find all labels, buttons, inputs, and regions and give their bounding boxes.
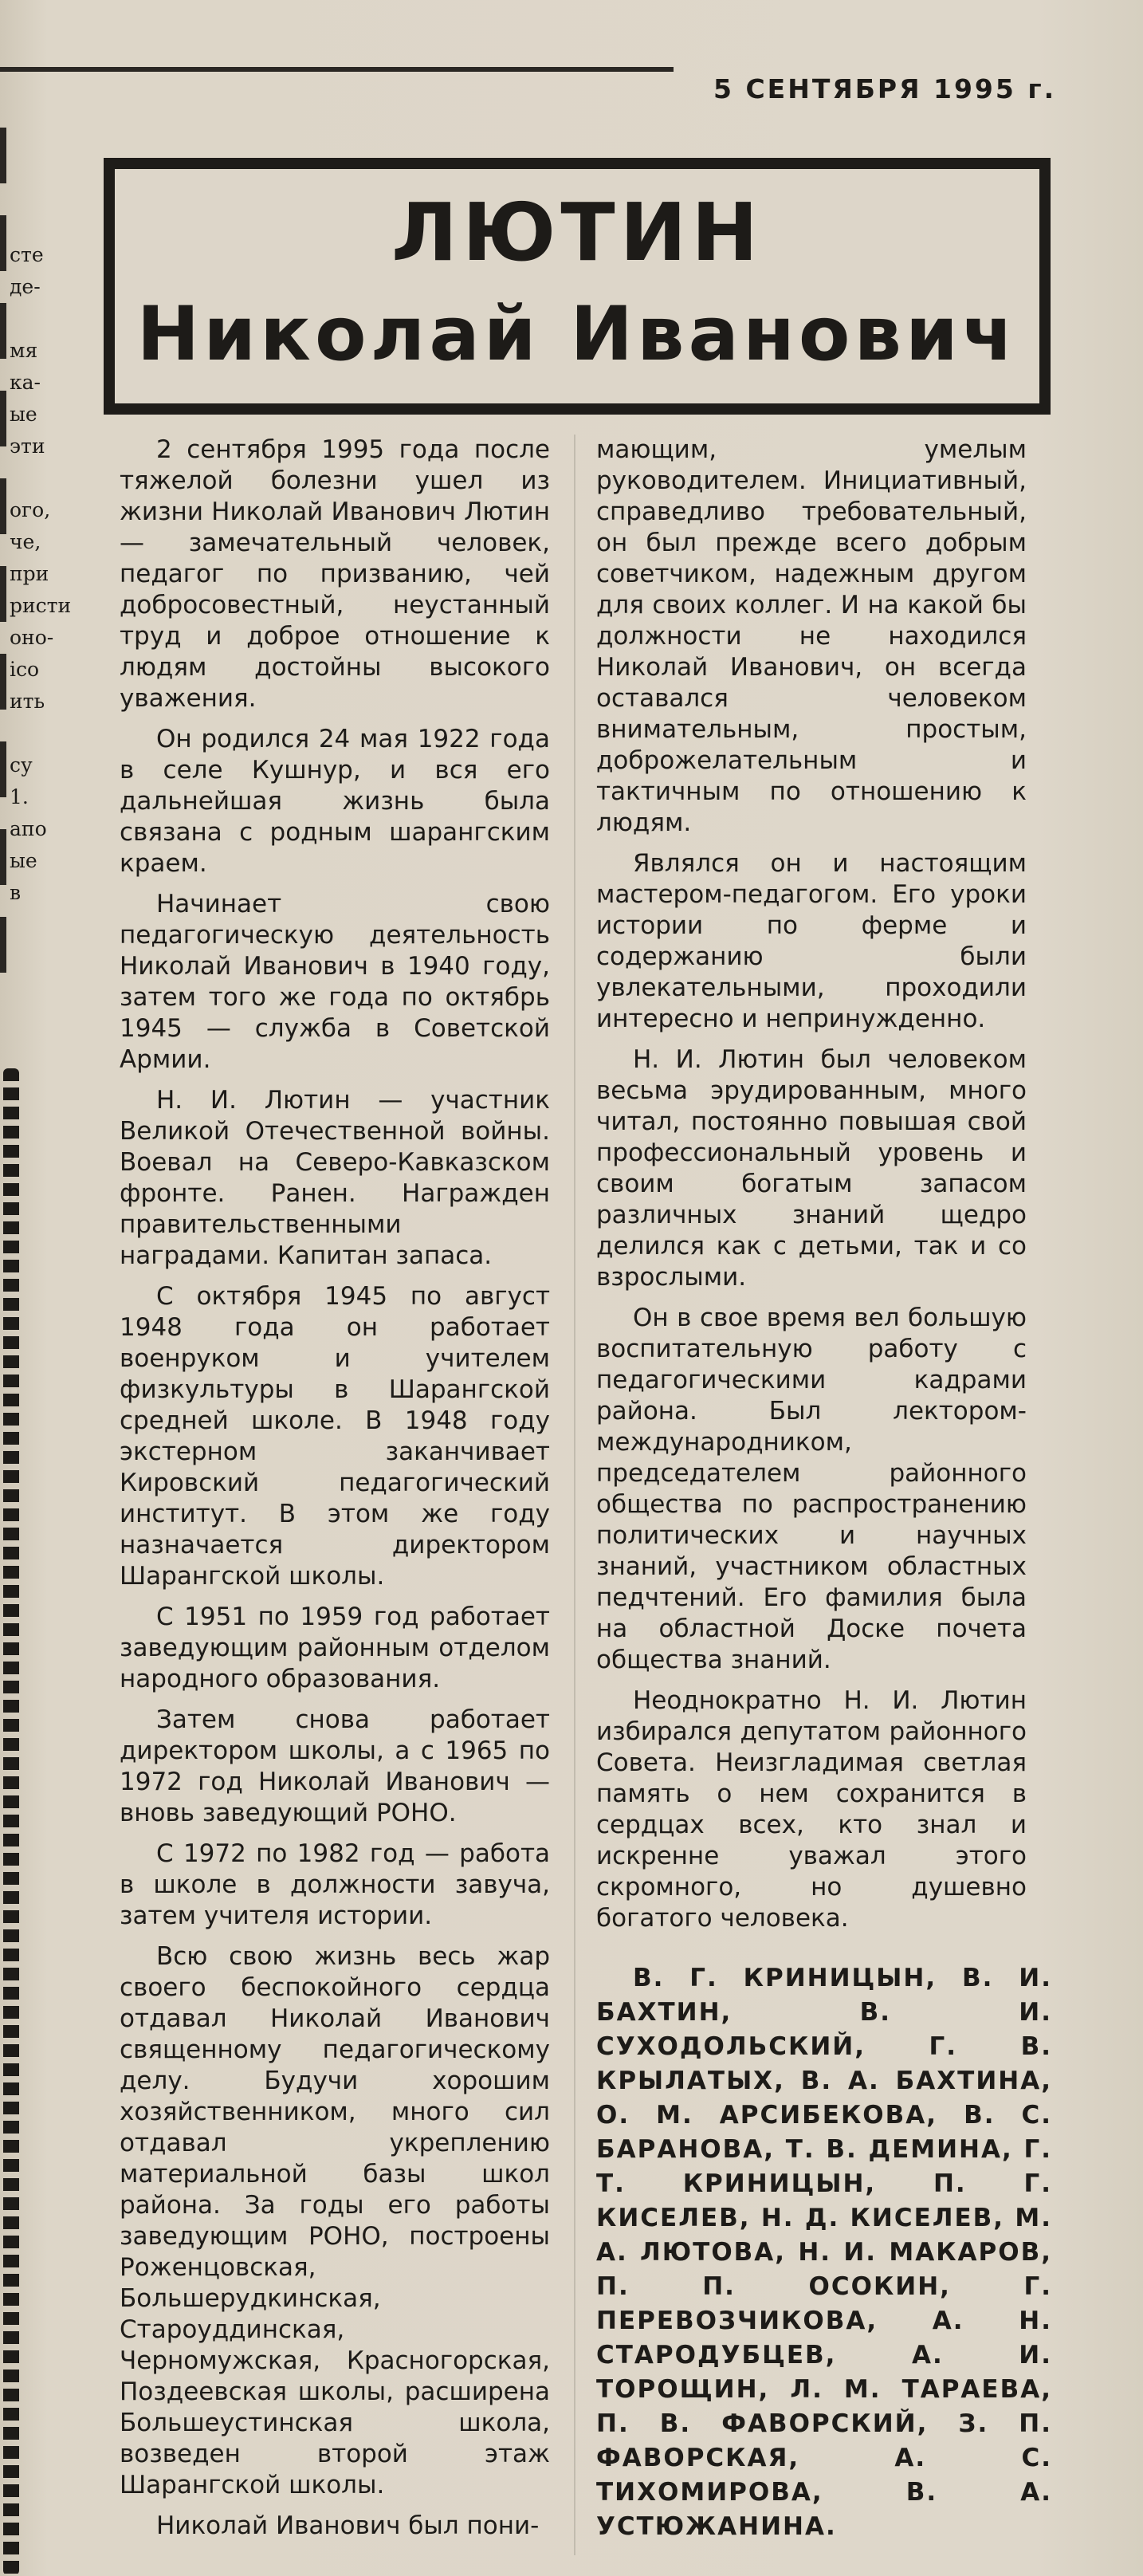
- fragment-line: ка-: [10, 371, 41, 394]
- paragraph: С октября 1945 по август 1948 года он работает военруком и учителем физкультуры в Шарангской средней школе. В 1948 году экстерном заканчивает Кировский педагогический институт. В этом же году назначается директором Шарангской школы.: [120, 1282, 550, 1591]
- paragraph: Являлся он и настоящим мастером-педагогом. Его уроки истории по ферме и содержанию были увлекательными, проходили интересно и непринужденно.: [596, 849, 1027, 1033]
- fragment-line: ристи: [10, 594, 72, 617]
- fragment-line: ого,: [10, 498, 51, 521]
- fragment-line: ые: [10, 849, 37, 872]
- paragraph: С 1951 по 1959 год работает заведующим районным отделом народного образования.: [120, 1603, 550, 1693]
- article-column-1: [120, 435, 550, 2551]
- fragment-line: 1.: [10, 785, 29, 808]
- paragraph: Всю свою жизнь весь жар своего беспокойного сердца отдавал Николай Иванович священному педагогическому делу. Будучи хорошим хозяйственником, много сил отдавал укреплению материальной базы школ района. За годы его работы заведующим РОНО, построены Роженцовская, Большерудкинская, Староуддинская, Черномужская, Красногорская, Поздеевская школы, расширена Большеустинская школа, возведен второй этаж Шарангской школы.: [120, 1942, 550, 2499]
- fragment-line: при: [10, 562, 49, 585]
- adjacent-column-fragment: [0, 239, 80, 909]
- paragraph: Он родился 24 мая 1922 года в селе Кушнур, и вся его дальнейшая жизнь была связана с родным шарангским краем.: [120, 725, 550, 878]
- fragment-line: де-: [10, 275, 41, 298]
- fragment-line: ые: [10, 403, 37, 426]
- paragraph: С 1972 по 1982 год — работа в школе в должности завуча, затем учителя истории.: [120, 1839, 550, 1930]
- fragment-line: ить: [10, 690, 45, 713]
- signatories: В. Г. КРИНИЦЫН, В. И. БАХТИН, В. И. СУХОДОЛЬСКИЙ, Г. В. КРЫЛАТЫХ, В. А. БАХТИНА, О. М. АРСИБЕКОВА, В. С. БАРАНОВА, Т. В. ДЕМИНА, Г. Т. КРИНИЦЫН, П. Г. КИСЕЛЕВ, Н. Д. КИСЕЛЕВ, М. А. ЛЮТОВА, Н. И. МАКАРОВ, П. П. ОСОКИН, Г. ПЕРЕВОЗЧИКОВА, А. Н. СТАРОДУБЦЕВ, А. И. ТОРОЩИН, Л. М. ТАРАЕВА, П. В. ФАВОРСКИЙ, З. П. ФАВОРСКАЯ, А. С. ТИХОМИРОВА, В. А. УСТЮЖАНИНА.: [596, 1964, 1052, 2541]
- paragraph: 2 сентября 1995 года после тяжелой болезни ушел из жизни Николай Иванович Лютин — замечательный человек, педагог по призванию, чей добросовестный, неустанный труд и доброе отношение к людям достойны высокого уважения.: [120, 435, 550, 713]
- fragment-line: [0, 303, 80, 335]
- fragment-line: су: [10, 753, 33, 777]
- fragment-line: ісо: [10, 658, 40, 681]
- issue-date: 5 СЕНТЯБРЯ 1995 г.: [713, 73, 1057, 104]
- fragment-line: сте: [10, 243, 44, 266]
- fragment-line: в: [10, 881, 22, 904]
- paragraph: Н. И. Лютин — участник Великой Отечественной войны. Воевал на Северо-Кавказском фронте. Ранен. Награжден правительственными наградами. Капитан запаса.: [120, 1086, 550, 1270]
- title-surname: ЛЮТИН: [391, 186, 764, 279]
- fragment-line: оно-: [10, 626, 54, 649]
- fragment-line: апо: [10, 817, 47, 840]
- header-rule: [0, 67, 674, 72]
- fragment-line: эти: [10, 435, 45, 458]
- title-full-name: Николай Иванович: [136, 291, 1018, 378]
- paragraph: Начинает свою педагогическую деятельность Николай Иванович в 1940 году, затем того же года по октябрь 1945 — служба в Советской Армии.: [120, 890, 550, 1074]
- column-divider: [574, 435, 575, 2555]
- paragraph: Он в свое время вел большую воспитательную работу с педагогическими кадрами района. Был лектором-международником, председателем районного общества по распространению политических и научных знаний, участником областных педчтений. Его фамилия была на областной Доске почета общества знаний.: [596, 1304, 1027, 1674]
- fragment-line: мя: [10, 339, 38, 362]
- fragment-line: че,: [10, 530, 41, 553]
- fragment-line: [0, 718, 80, 749]
- paragraph: Николай Иванович был пони-: [156, 2511, 540, 2540]
- paragraph: Затем снова работает директором школы, а с 1965 по 1972 год Николай Иванович — вновь заведующий РОНО.: [120, 1705, 550, 1827]
- paragraph-continuation: мающим, умелым руководителем. Инициативный, справедливо требовательный, он был прежде всего добрым советчиком, надежным другом для своих коллег. И на какой бы должности не находился Николай Иванович, он всегда оставался человеком внимательным, простым, доброжелательным и тактичным по отношению к людям.: [596, 435, 1027, 837]
- article-column-2: [596, 435, 1027, 1944]
- fragment-line: [0, 462, 80, 494]
- decorative-border: [3, 1068, 19, 2575]
- obituary-title-box: [104, 158, 1051, 415]
- paragraph: Неоднократно Н. И. Лютин избирался депутатом районного Совета. Неизгладимая светлая память о нем сохранится в сердцах всех, кто знал и искренне уважал этого скромного, но душевно богатого человека.: [596, 1686, 1027, 1933]
- paragraph: Н. И. Лютин был человеком весьма эрудированным, много читал, постоянно повышая свой профессиональный уровень и своим богатым запасом различных знаний щедро делился как с детьми, так и со взрослыми.: [596, 1045, 1027, 1292]
